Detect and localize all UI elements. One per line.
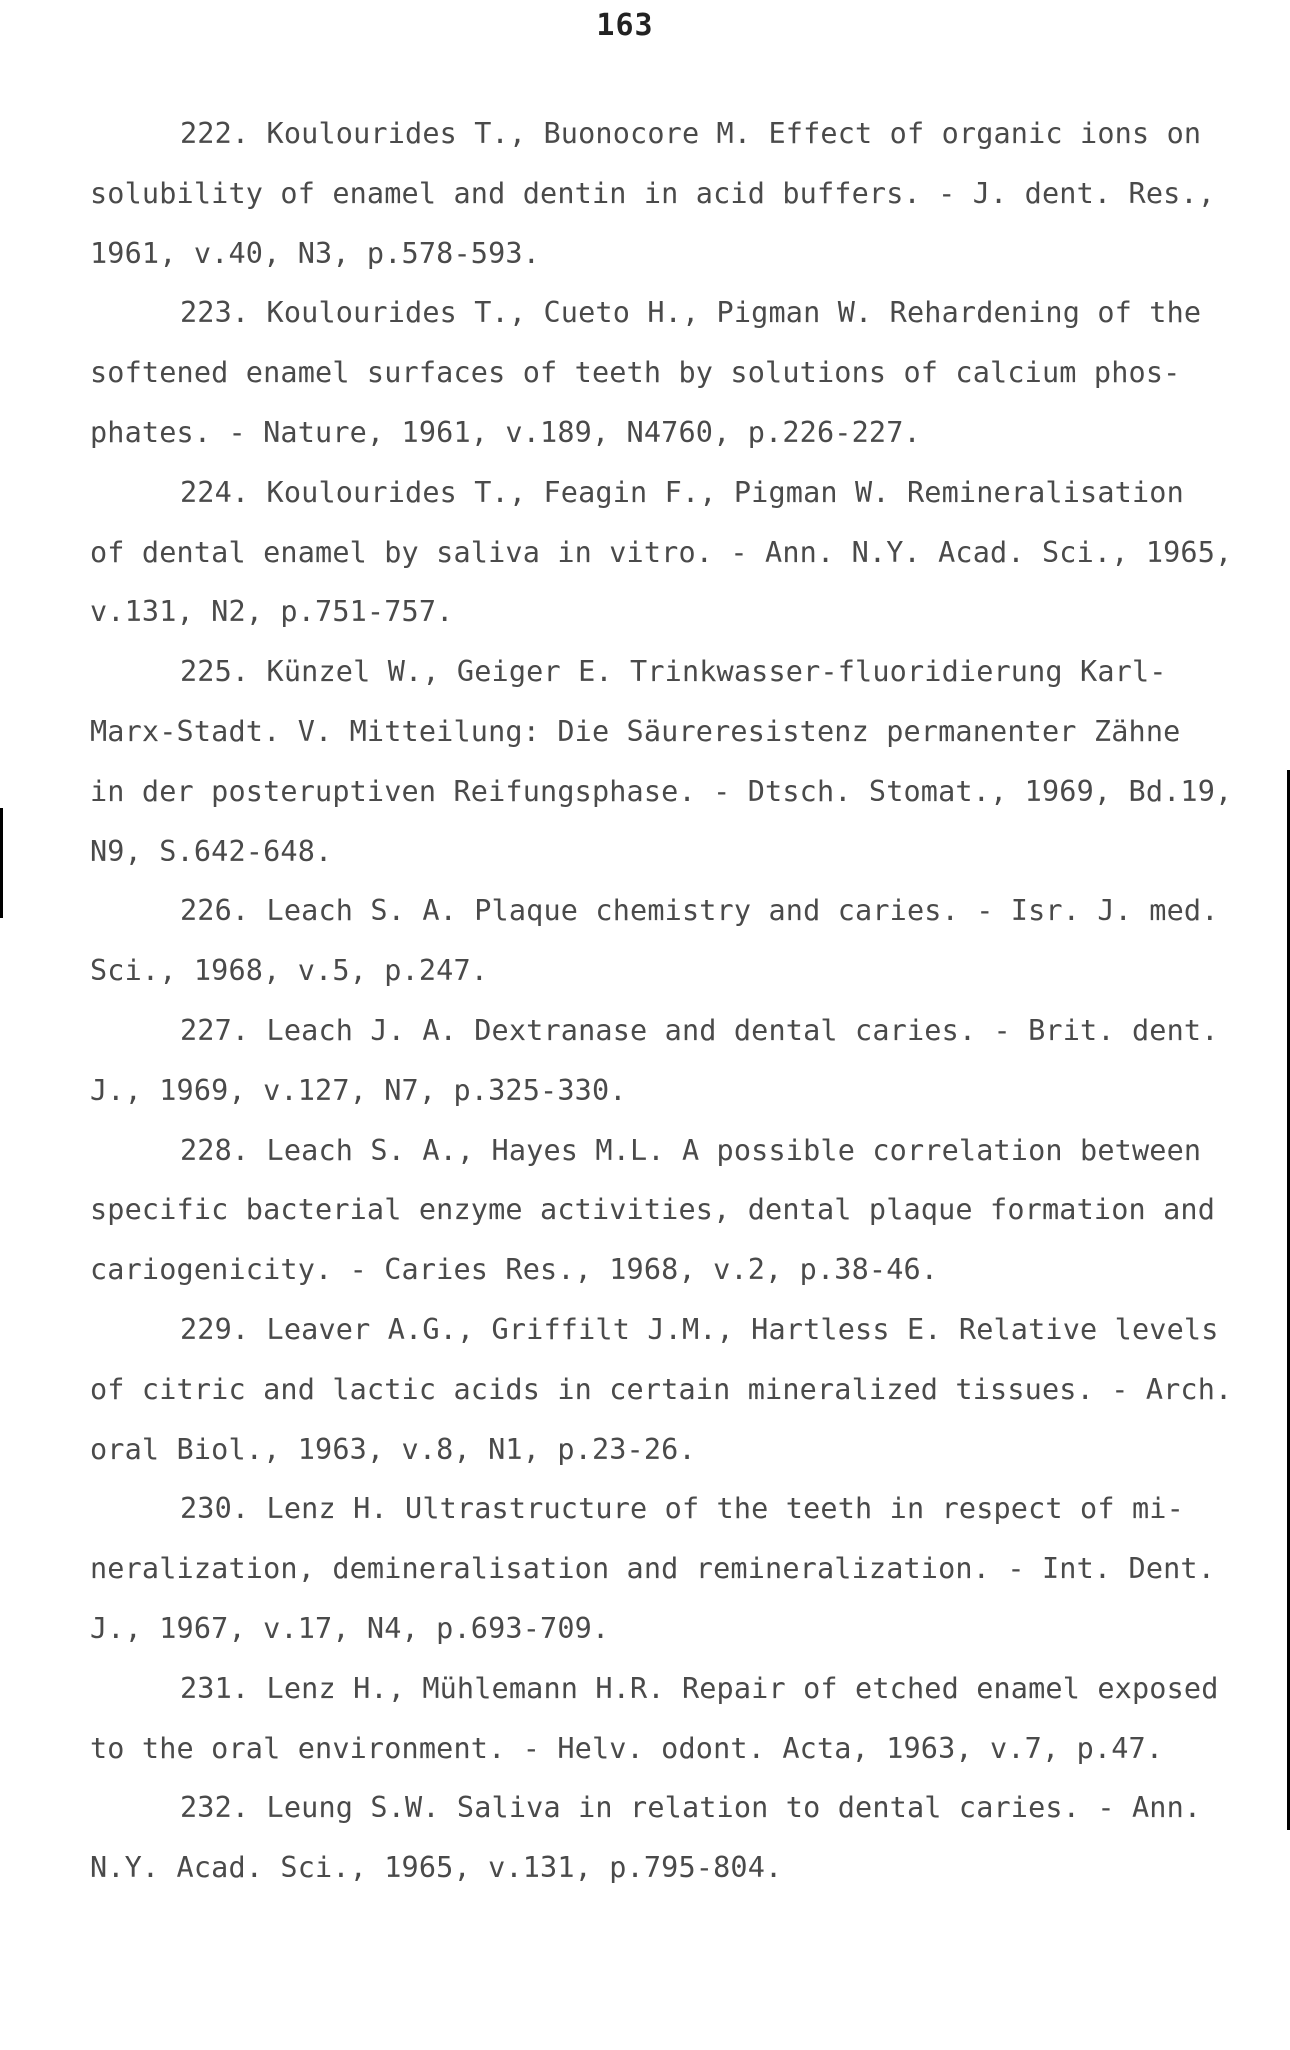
reference-line: 229. Leaver A.G., Griffilt J.M., Hartless E. Relative levels	[180, 1312, 1219, 1346]
scan-edge-line-left	[0, 808, 3, 918]
bibliography-list	[90, 104, 1270, 1898]
reference-line: of dental enamel by saliva in vitro. - Ann. N.Y. Acad. Sci., 1965,	[90, 535, 1233, 569]
reference-entry	[90, 1121, 1270, 1300]
reference-line: N9, S.642-648.	[90, 834, 333, 868]
reference-line: J., 1967, v.17, N4, p.693-709.	[90, 1611, 610, 1645]
reference-line: N.Y. Acad. Sci., 1965, v.131, p.795-804.	[90, 1851, 783, 1885]
reference-line: Sci., 1968, v.5, p.247.	[90, 954, 489, 988]
reference-entry	[90, 1659, 1270, 1779]
reference-line: Marx-Stadt. V. Mitteilung: Die Säureresistenz permanenter Zähne	[90, 714, 1181, 748]
reference-line: 223. Koulourides T., Cueto H., Pigman W. Rehardening of the	[180, 296, 1202, 330]
reference-line: solubility of enamel and dentin in acid buffers. - J. dent. Res.,	[90, 176, 1216, 210]
reference-entry	[90, 283, 1270, 462]
reference-entry	[90, 1479, 1270, 1658]
reference-line: 227. Leach J. A. Dextranase and dental caries. - Brit. dent.	[180, 1013, 1219, 1047]
reference-line: of citric and lactic acids in certain mineralized tissues. - Arch.	[90, 1372, 1233, 1406]
reference-line: 228. Leach S. A., Hayes M.L. A possible correlation between	[180, 1133, 1202, 1167]
reference-entry	[90, 1778, 1270, 1898]
reference-line: specific bacterial enzyme activities, dental plaque formation and	[90, 1193, 1216, 1227]
reference-entry	[90, 881, 1270, 1001]
reference-line: 225. Künzel W., Geiger E. Trinkwasser-fluoridierung Karl-	[180, 655, 1167, 689]
reference-entry	[90, 104, 1270, 283]
reference-line: 222. Koulourides T., Buonocore M. Effect of organic ions on	[180, 117, 1202, 150]
reference-line: 230. Lenz H. Ultrastructure of the teeth in respect of mi-	[180, 1492, 1184, 1526]
reference-line: v.131, N2, p.751-757.	[90, 595, 454, 629]
reference-line: 224. Koulourides T., Feagin F., Pigman W. Remineralisation	[180, 475, 1184, 509]
reference-entry	[90, 1300, 1270, 1479]
reference-entry	[90, 642, 1270, 881]
reference-entry	[90, 1001, 1270, 1121]
reference-line: neralization, demineralisation and remineralization. - Int. Dent.	[90, 1552, 1216, 1586]
reference-line: 231. Lenz H., Mühlemann H.R. Repair of etched enamel exposed	[180, 1671, 1219, 1705]
reference-line: 1961, v.40, N3, p.578-593.	[90, 236, 541, 270]
reference-line: oral Biol., 1963, v.8, N1, p.23-26.	[90, 1432, 696, 1466]
reference-line: J., 1969, v.127, N7, p.325-330.	[90, 1073, 627, 1107]
reference-line: 226. Leach S. A. Plaque chemistry and caries. - Isr. J. med.	[180, 894, 1219, 928]
reference-line: to the oral environment. - Helv. odont. Acta, 1963, v.7, p.47.	[90, 1731, 1164, 1765]
reference-line: cariogenicity. - Caries Res., 1968, v.2, p.38-46.	[90, 1253, 939, 1287]
reference-line: softened enamel surfaces of teeth by solutions of calcium phos-	[90, 356, 1181, 390]
reference-entry	[90, 463, 1270, 642]
page-number: 163	[596, 8, 654, 43]
reference-line: phates. - Nature, 1961, v.189, N4760, p.226-227.	[90, 415, 921, 449]
reference-line: in der posteruptiven Reifungsphase. - Dtsch. Stomat., 1969, Bd.19,	[90, 774, 1233, 808]
reference-line: 232. Leung S.W. Saliva in relation to dental caries. - Ann.	[180, 1791, 1202, 1825]
